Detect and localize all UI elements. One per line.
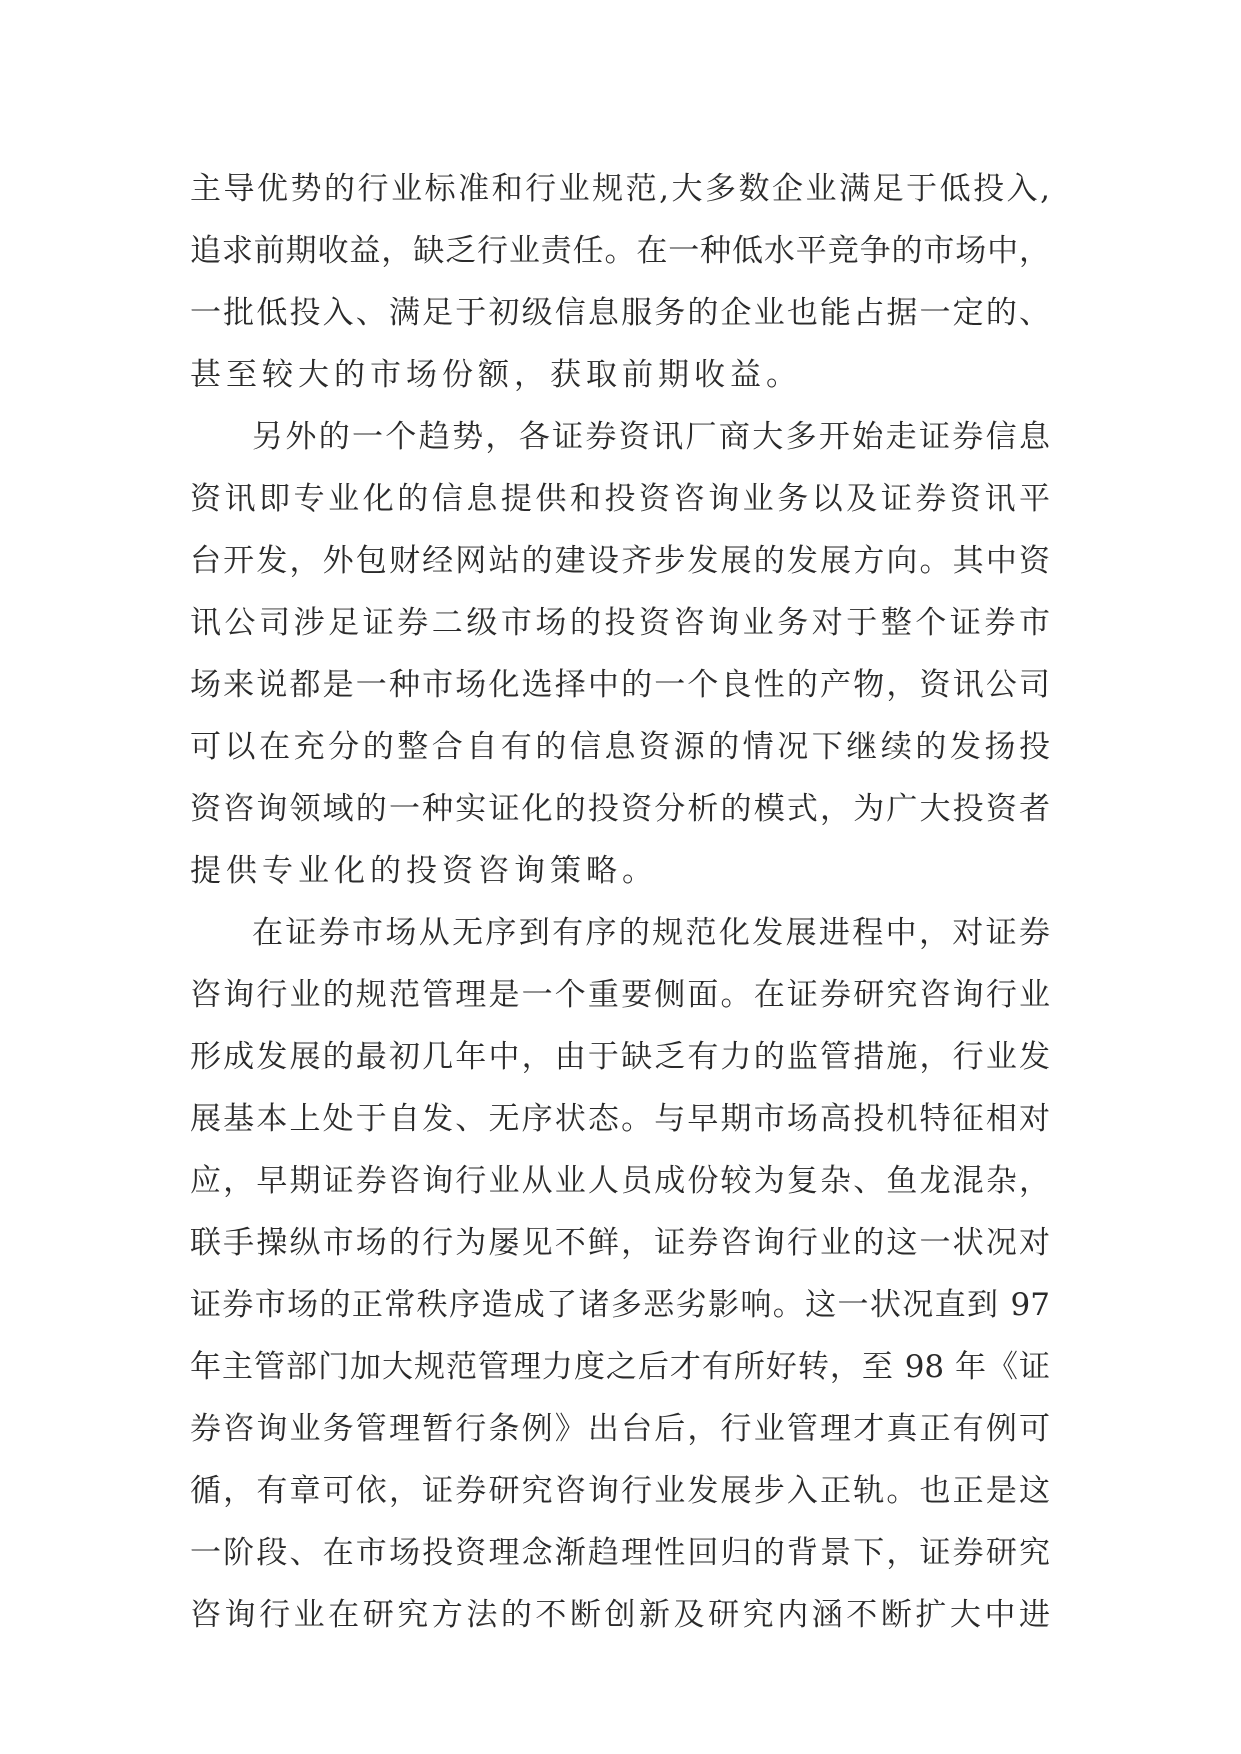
text-line: 主导优势的行业标准和行业规范,大多数企业满足于低投入, bbox=[190, 171, 1050, 207]
paragraph-1 bbox=[190, 158, 1050, 406]
text-line: 台开发，外包财经网站的建设齐步发展的发展方向。其中资 bbox=[190, 543, 1050, 579]
document-body bbox=[190, 158, 1050, 1646]
text-line: 场来说都是一种市场化选择中的一个良性的产物，资讯公司 bbox=[190, 667, 1050, 703]
text-line: 年主管部门加大规范管理力度之后才有所好转，至 98 年《证 bbox=[190, 1349, 1050, 1385]
text-line: 甚至较大的市场份额，获取前期收益。 bbox=[190, 357, 802, 393]
paragraph-2 bbox=[190, 406, 1050, 902]
text-line: 一阶段、在市场投资理念渐趋理性回归的背景下，证券研究 bbox=[190, 1535, 1050, 1571]
text-line: 咨询行业在研究方法的不断创新及研究内涵不断扩大中进 bbox=[190, 1597, 1050, 1633]
text-line: 券咨询业务管理暂行条例》出台后，行业管理才真正有例可 bbox=[190, 1411, 1050, 1447]
text-line: 形成发展的最初几年中，由于缺乏有力的监管措施，行业发 bbox=[190, 1039, 1050, 1075]
text-line: 可以在充分的整合自有的信息资源的情况下继续的发扬投 bbox=[190, 729, 1050, 765]
text-line: 循，有章可依，证券研究咨询行业发展步入正轨。也正是这 bbox=[190, 1473, 1050, 1509]
paragraph-3 bbox=[190, 902, 1050, 1646]
text-line: 讯公司涉足证券二级市场的投资咨询业务对于整个证券市 bbox=[190, 605, 1050, 641]
text-line: 提供专业化的投资咨询策略。 bbox=[190, 853, 658, 889]
text-line: 咨询行业的规范管理是一个重要侧面。在证券研究咨询行业 bbox=[190, 977, 1050, 1013]
text-line: 应，早期证券咨询行业从业人员成份较为复杂、鱼龙混杂， bbox=[190, 1163, 1050, 1199]
text-line: 资咨询领域的一种实证化的投资分析的模式，为广大投资者 bbox=[190, 791, 1050, 827]
text-line: 资讯即专业化的信息提供和投资咨询业务以及证券资讯平 bbox=[190, 481, 1050, 517]
text-line: 另外的一个趋势，各证券资讯厂商大多开始走证券信息 bbox=[252, 419, 1050, 455]
text-line: 证券市场的正常秩序造成了诸多恶劣影响。这一状况直到 97 bbox=[190, 1287, 1050, 1323]
text-line: 追求前期收益，缺乏行业责任。在一种低水平竞争的市场中， bbox=[190, 233, 1050, 269]
text-line: 展基本上处于自发、无序状态。与早期市场高投机特征相对 bbox=[190, 1101, 1050, 1137]
text-line: 在证券市场从无序到有序的规范化发展进程中，对证券 bbox=[252, 915, 1050, 951]
text-line: 联手操纵市场的行为屡见不鲜，证券咨询行业的这一状况对 bbox=[190, 1225, 1050, 1261]
text-line: 一批低投入、满足于初级信息服务的企业也能占据一定的、 bbox=[190, 295, 1050, 331]
